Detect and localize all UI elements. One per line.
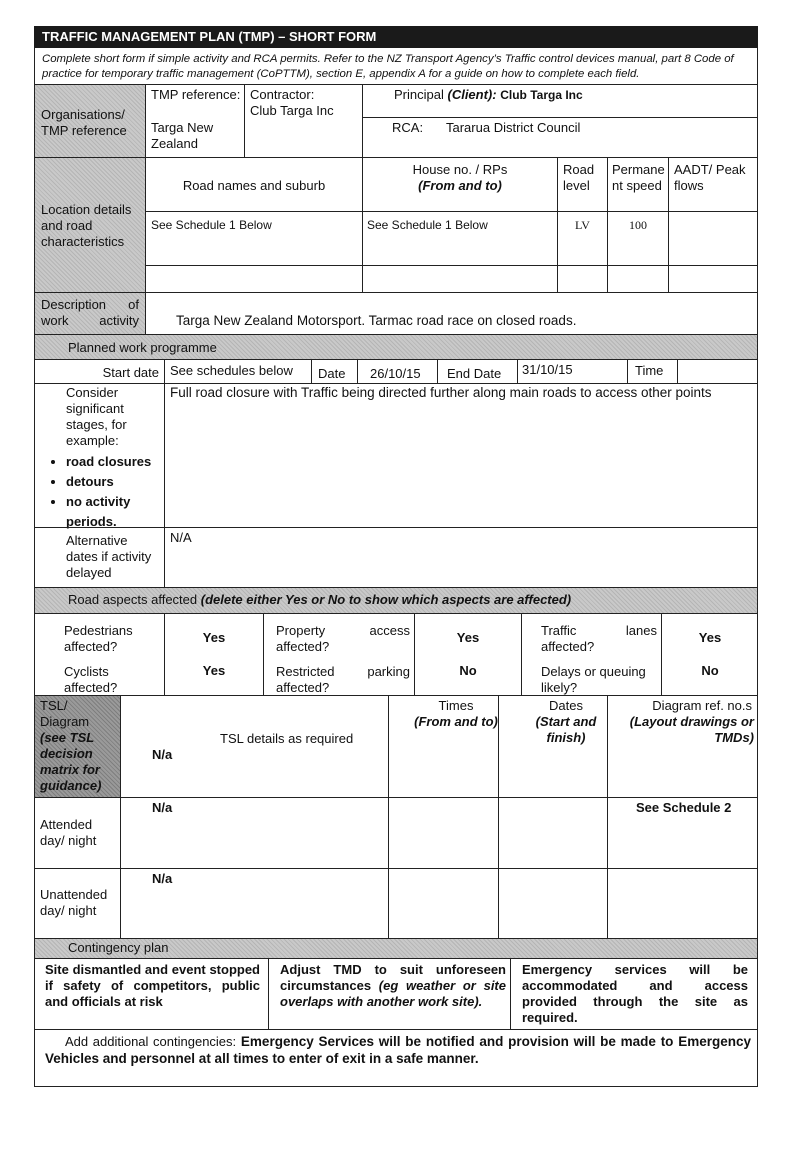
delays-label: Delays or queuing likely? xyxy=(541,664,646,695)
end-date-label: End Date xyxy=(447,366,502,381)
aspects-header-note: (delete either Yes or No to show which aspects are affected) xyxy=(200,592,572,607)
stage-item: • no activity periods. xyxy=(66,492,162,532)
stage-item: • road closures xyxy=(66,452,162,472)
stage-list xyxy=(38,452,162,532)
intro-line-2: practice for temporary traffic management (CoPTTM), section E, appendix A for a guide on how to complete each field. xyxy=(42,68,640,80)
contingency-2a: Adjust TMD to suit unforeseen circumstances xyxy=(280,962,506,993)
pedestrians-label: Pedestrians affected? xyxy=(64,623,133,654)
location-label: Location details and road characteristics xyxy=(41,202,132,249)
col-house-sub: (From and to) xyxy=(418,178,502,193)
attended-diagram: See Schedule 2 xyxy=(636,800,732,815)
principal-value: Club Targa Inc xyxy=(500,88,583,102)
contingency-2b: (eg weather or site overlaps with another work site). xyxy=(280,978,506,1009)
consider-label-text: Consider significant stages, for example: xyxy=(66,385,127,448)
start-date-value: See schedules below xyxy=(170,363,293,378)
consider-value: Full road closure with Traffic being directed further along main roads to access other points xyxy=(170,385,712,400)
cyclists-value: Yes xyxy=(202,663,226,678)
tsl-label: TSL/ Diagram xyxy=(40,698,90,729)
attended-value: N/a xyxy=(152,800,173,815)
times-sub: (From and to) xyxy=(414,714,498,729)
col-level-header: Road level xyxy=(563,162,595,193)
pedestrians-value: Yes xyxy=(202,630,226,645)
org-label: Organisations/ TMP reference xyxy=(41,107,127,138)
dates-sub: (Start and finish) xyxy=(535,714,597,745)
tmp-ref-value: Targa New Zealand xyxy=(151,120,214,151)
attended-label: Attended day/ night xyxy=(40,817,97,848)
add-value: Emergency Services will be notified and provision will be made to Emergency Vehicles and personnel at all times to enter of exit in a safe manner. xyxy=(45,1034,751,1066)
stage-item: • detours xyxy=(66,472,162,492)
tsl-details-header: TSL details as required xyxy=(220,731,354,746)
start-date-label: Start date xyxy=(102,365,159,380)
speed-value: 100 xyxy=(629,218,647,232)
contractor-value: Club Targa Inc xyxy=(250,103,334,118)
description-value: Targa New Zealand Motorsport. Tarmac road race on closed roads. xyxy=(176,313,577,328)
property-value: Yes xyxy=(456,630,480,645)
consider-label xyxy=(66,385,160,449)
contingency-header: Contingency plan xyxy=(68,940,169,955)
date-value: 26/10/15 xyxy=(370,366,421,381)
rca-value: Tararua District Council xyxy=(446,120,581,135)
date-label: Date xyxy=(318,366,346,381)
contractor-label: Contractor: xyxy=(250,87,315,102)
parking-value: No xyxy=(459,663,477,678)
aspects-header: Road aspects affected xyxy=(68,592,198,607)
level-value: LV xyxy=(575,218,590,232)
diagram-sub: (Layout drawings or TMDs) xyxy=(629,714,754,745)
tmp-ref-label: TMP reference: xyxy=(151,87,241,102)
aspects-header-line xyxy=(68,592,571,608)
road-value: See Schedule 1 Below xyxy=(151,218,272,232)
col-aadt-header: AADT/ Peak flows xyxy=(674,162,746,193)
diagram-header: Diagram ref. no.s xyxy=(652,698,752,713)
programme-header: Planned work programme xyxy=(68,340,217,355)
tsl-label-block xyxy=(40,698,120,794)
contingency-1: Site dismantled and event stopped if safety of competitors, public and officials at risk xyxy=(45,962,260,1009)
traffic-lanes-value: Yes xyxy=(698,630,722,645)
principal-client: (Client): xyxy=(447,87,497,102)
title-bar xyxy=(34,26,758,48)
unattended-label: Unattended day/ night xyxy=(40,887,108,918)
form-title: TRAFFIC MANAGEMENT PLAN (TMP) – SHORT FORM xyxy=(42,29,377,44)
description-label: Description of work activity xyxy=(41,297,139,328)
intro-line-1: Complete short form if simple activity and RCA permits. Refer to the NZ Transport Agency’s Traffic control devices manual, part 8 Code of xyxy=(42,53,734,65)
parking-label: Restricted parking affected? xyxy=(276,664,410,695)
property-label: Property access affected? xyxy=(276,623,410,654)
principal-label: Principal xyxy=(394,87,444,102)
house-value: See Schedule 1 Below xyxy=(367,218,488,232)
tsl-details-value: N/a xyxy=(152,747,173,762)
traffic-lanes-label: Traffic lanes affected? xyxy=(541,623,657,654)
principal-line xyxy=(394,87,583,103)
contingency-2 xyxy=(280,962,506,1010)
col-house-header: House no. / RPs xyxy=(412,162,508,177)
col-road-header: Road names and suburb xyxy=(182,178,326,193)
cyclists-label: Cyclists affected? xyxy=(64,664,118,695)
unattended-value: N/a xyxy=(152,871,173,886)
col-speed-header: Permanent speed xyxy=(612,162,665,193)
times-header: Times xyxy=(438,698,474,713)
end-date-value: 31/10/15 xyxy=(522,362,573,377)
delays-value: No xyxy=(701,663,719,678)
alt-label: Alternative dates if activity delayed xyxy=(66,533,152,580)
alt-value: N/A xyxy=(170,530,192,545)
rca-label: RCA: xyxy=(392,120,424,135)
contingency-3: Emergency services will be accommodated and access provided through the site as required. xyxy=(522,962,748,1025)
time-label: Time xyxy=(635,363,664,378)
dates-header: Dates xyxy=(549,698,583,713)
add-label: Add additional contingencies: xyxy=(65,1034,237,1049)
tsl-label-note: (see TSL decision matrix for guidance) xyxy=(40,730,102,793)
additional-contingencies xyxy=(45,1033,751,1067)
